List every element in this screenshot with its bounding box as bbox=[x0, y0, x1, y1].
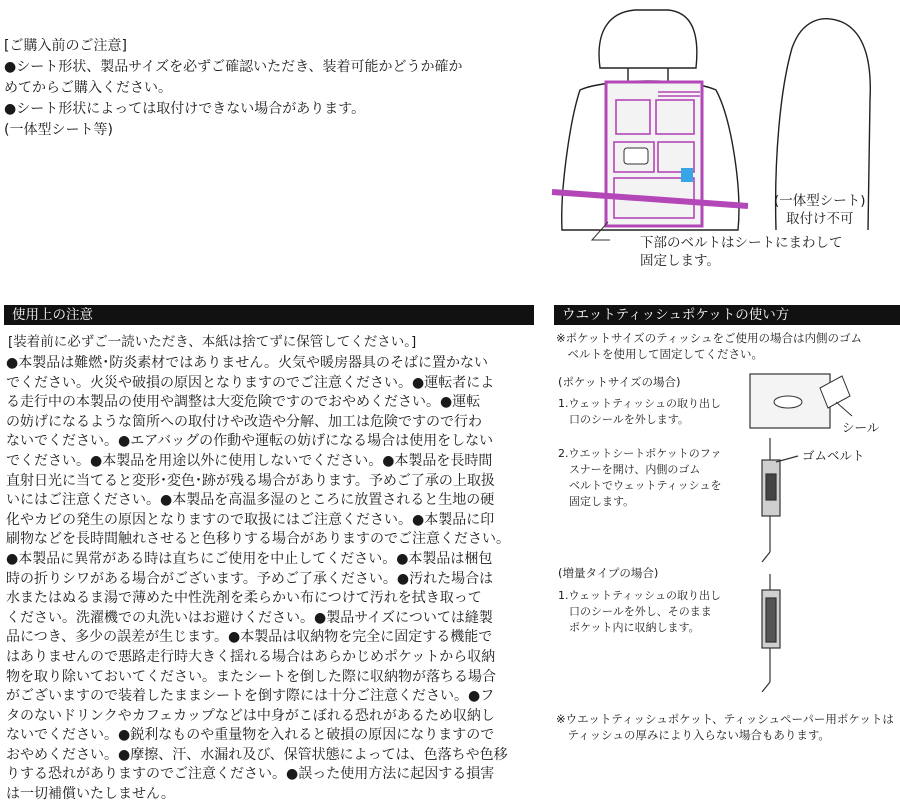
step-2-text: 固定します。 bbox=[558, 495, 635, 508]
pocket-size-label: (ポケットサイズの場合) bbox=[558, 375, 681, 389]
step-2-text: 2.ウエットシートポケットのファ bbox=[558, 447, 722, 460]
usage-line: 物を取り除いておいてください。またシートを倒した際に収納物が落ちる場合 bbox=[6, 668, 496, 685]
usage-line: 化やカビの発生の原因となりますので取扱にはご注意ください。●本製品に印 bbox=[6, 511, 495, 528]
usage-line: る走行中の本製品の使用や調整は大変危険ですのでおやめください。●運転 bbox=[6, 394, 481, 411]
integrated-seat-caption: 取付け不可 bbox=[786, 211, 854, 227]
pre-purchase-notice bbox=[4, 36, 524, 141]
wet-tissue-header: ウエットティッシュポケットの使い方 bbox=[554, 305, 900, 325]
tissue-pack-icon bbox=[750, 374, 852, 428]
usage-subtitle: [装着前に必ずご一読いただき、本紙は捨てずに保管してください。] bbox=[8, 334, 417, 350]
step-1-text: 1.ウェットティッシュの取り出し bbox=[558, 397, 721, 410]
usage-line: ないでください。●鋭利なものや重量物を入れると破損の原因になりますので bbox=[6, 727, 495, 744]
pocket-side-view-icon bbox=[762, 438, 798, 562]
bulk-pocket-side-view-icon bbox=[762, 574, 780, 692]
usage-line: の妨げになるような箇所への取付けや改造や分解、加工は危険ですので行わ bbox=[6, 413, 482, 430]
usage-line: でください。●本製品を用途以外に使用しないでください。●本製品を長時間 bbox=[6, 452, 493, 469]
usage-line: は一切補償いたしません。 bbox=[6, 786, 175, 803]
pre-purchase-line: ●シート形状、製品サイズを必ずご確認いただき、装着可能かどうか確か bbox=[4, 59, 463, 75]
step-3-text: 1.ウェットティッシュの取り出し bbox=[558, 589, 721, 602]
usage-line: いにはご注意ください。●本製品を高温多湿のところに放置されると生地の硬 bbox=[6, 492, 495, 509]
step-1-text: 口のシールを外します。 bbox=[558, 413, 689, 426]
usage-line: 刷物などを長時間触れさせると色移りする場合がありますのでご注意ください。 bbox=[6, 531, 510, 548]
usage-line: 水またはぬるま湯で薄めた中性洗剤を柔らかい布につけて汚れを拭き取って bbox=[6, 590, 482, 607]
wet-tissue-diagram bbox=[740, 362, 890, 692]
usage-line: ●本製品は難燃･防炎素材ではありません。火気や暖房器具のそばに置かない bbox=[6, 355, 489, 371]
footnote-line: ティッシュの厚みにより入らない場合もあります。 bbox=[556, 727, 830, 742]
wet-tissue-intro: ベルトを使用して固定してください。 bbox=[556, 346, 763, 361]
usage-line: おやめください。●摩擦、汗、水漏れ及び、保管状態によっては、色落ちや色移 bbox=[6, 746, 508, 763]
usage-line: タのないドリンクやカフェカップなどは中身がこぼれる恐れがあるため収納し bbox=[6, 707, 495, 724]
step-3-text: ポケット内に収納します。 bbox=[558, 621, 700, 634]
usage-line: がございますので装着したままシートを倒す際には十分ご注意ください。●フ bbox=[6, 688, 495, 705]
usage-line: りする恐れがありますのでご注意ください。●誤った使用方法に起因する損害 bbox=[6, 766, 495, 783]
usage-line: でください。火災や破損の原因となりますのでご注意ください。●運転者によ bbox=[6, 374, 495, 391]
usage-line: 時の折りシワがある場合がございます。予めご了承ください。●汚れた場合は bbox=[6, 570, 494, 587]
pre-purchase-title: [ご購入前のご注意] bbox=[4, 38, 127, 54]
pre-purchase-line: ●シート形状によっては取付けできない場合があります。 bbox=[4, 101, 366, 117]
usage-line: 品につき、多少の誤差が生じます。●本製品は収納物を完全に固定する機能で bbox=[6, 629, 493, 646]
usage-line: はありませんので悪路走行時大きく揺れる場合はあらかじめポケットから収納 bbox=[6, 648, 496, 665]
integrated-seat-caption: (一体型シート) bbox=[774, 193, 866, 209]
usage-body bbox=[6, 354, 530, 805]
usage-line: ないでください。●エアバッグの作動や運転の妨げになる場合は使用をしない bbox=[6, 433, 494, 450]
usage-line: ください。洗濯機での丸洗いはお避けください。●製品サイズについては縫製 bbox=[6, 609, 493, 626]
seat-illustration bbox=[540, 0, 900, 290]
step-3-text: 口のシールを外し、そのまま bbox=[558, 605, 712, 618]
footnote-line: ※ウエットティッシュポケット、ティッシュペーパー用ポケットは bbox=[556, 712, 894, 726]
belt-caption: 下部のベルトはシートにまわして bbox=[640, 235, 843, 251]
rubber-belt-label: ゴムベルト bbox=[802, 448, 865, 463]
belt-caption: 固定します。 bbox=[640, 253, 720, 269]
pre-purchase-line: めてからご購入ください。 bbox=[4, 80, 172, 96]
bulk-type-label: (増量タイプの場合) bbox=[558, 566, 659, 580]
step-2-text: ベルトでウェットティッシュを bbox=[558, 479, 722, 492]
pre-purchase-line: (一体型シート等) bbox=[4, 122, 113, 138]
usage-line: ●本製品に異常がある時は直ちにご使用を中止してください。●本製品は梱包 bbox=[6, 550, 493, 567]
wet-tissue-intro: ※ポケットサイズのティッシュをご使用の場合は内側のゴム bbox=[556, 331, 862, 345]
step-2-text: スナーを開け、内側のゴム bbox=[558, 463, 701, 476]
usage-line: 直射日光に当てると変形･変色･跡が残る場合があります。予めご了承の上取扱 bbox=[6, 472, 495, 489]
seal-label: シール bbox=[842, 420, 880, 435]
usage-header: 使用上の注意 bbox=[4, 305, 534, 325]
